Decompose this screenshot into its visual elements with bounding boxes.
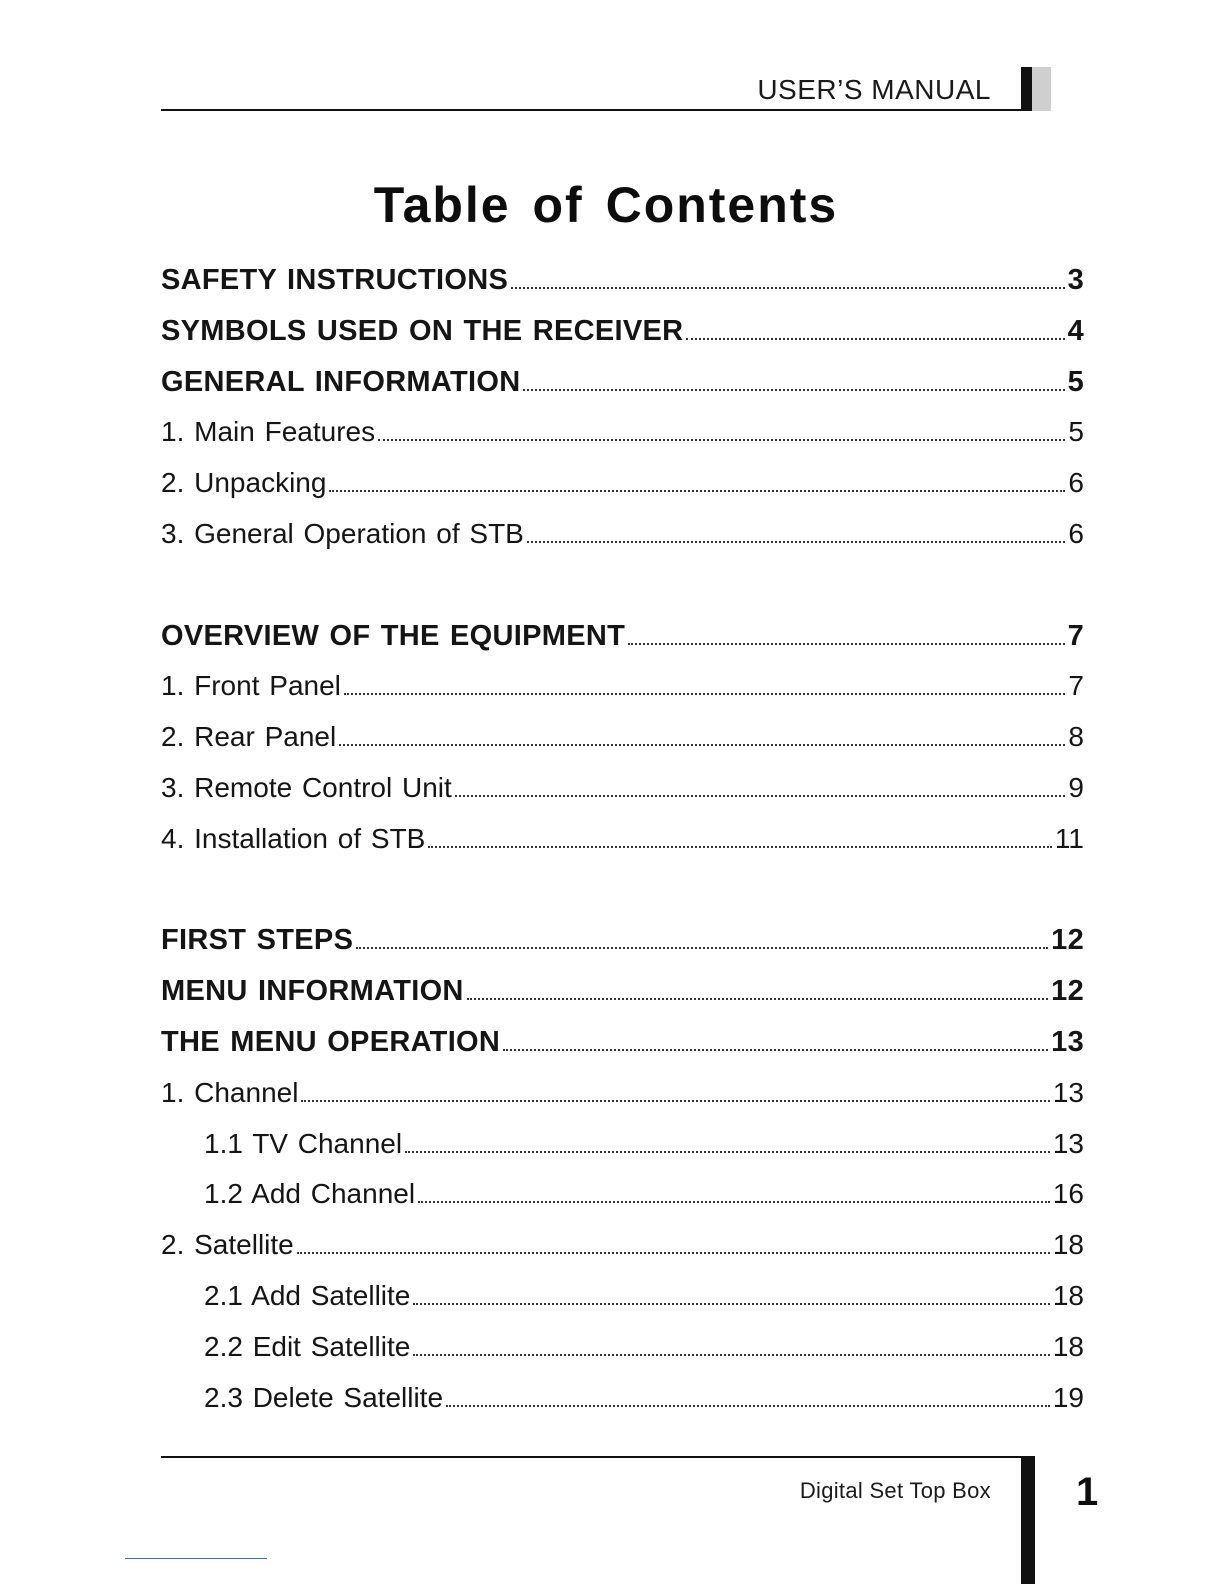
toc-entry-page: 7 [1068, 670, 1084, 702]
header-rule [161, 109, 1034, 111]
toc-entry-title: SYMBOLS USED ON THE RECEIVER [161, 314, 684, 347]
toc-entry-title: 2.1 Add Satellite [204, 1279, 411, 1311]
toc-dot-leader [503, 1049, 1048, 1051]
page-title: Table of Contents [373, 177, 839, 233]
toc-entry-title: GENERAL INFORMATION [161, 365, 521, 398]
toc-entry[interactable] [161, 823, 1084, 874]
toc-dot-leader [686, 338, 1064, 340]
toc-entry[interactable] [161, 416, 1084, 467]
toc-entry[interactable] [161, 366, 1084, 417]
toc-dot-leader [467, 998, 1048, 1000]
toc-entry-page: 5 [1067, 365, 1084, 398]
toc-entry[interactable] [161, 518, 1084, 569]
toc-dot-leader [428, 846, 1052, 848]
toc-entry-page: 6 [1068, 467, 1084, 499]
toc-entry-title: 4. Installation of STB [161, 822, 426, 854]
toc-entry-page: 11 [1054, 822, 1084, 854]
toc-entry-page: 6 [1068, 517, 1084, 549]
toc-entry-page: 18 [1052, 1229, 1084, 1261]
toc-dot-leader [446, 1405, 1050, 1407]
toc-dot-leader [339, 744, 1065, 746]
toc-entry-page: 9 [1068, 771, 1084, 803]
toc-dot-leader [297, 1252, 1050, 1254]
toc-entry-title: THE MENU OPERATION [161, 1025, 501, 1058]
toc-entry[interactable] [161, 1178, 1084, 1229]
toc-entry-title: 2.2 Edit Satellite [204, 1330, 411, 1362]
toc-entry[interactable] [161, 772, 1084, 823]
toc-entry-title: FIRST STEPS [161, 924, 354, 957]
toc-entry[interactable] [161, 975, 1084, 1026]
footer-link-underline [125, 1558, 267, 1559]
toc-entry-page: 13 [1052, 1127, 1084, 1159]
toc-entry-title: 2. Satellite [161, 1229, 294, 1261]
toc-entry[interactable] [161, 1280, 1084, 1331]
toc-dot-leader [413, 1354, 1050, 1356]
toc-entry-title: 2. Unpacking [161, 467, 327, 499]
toc-entry-page: 13 [1052, 1076, 1084, 1108]
toc-dot-leader [329, 490, 1065, 492]
toc-entry[interactable] [161, 670, 1084, 721]
toc-entry-page: 19 [1052, 1381, 1084, 1413]
toc-entry-title: 1.2 Add Channel [204, 1178, 416, 1210]
toc-entry[interactable] [161, 467, 1084, 518]
toc-entry-page: 18 [1052, 1330, 1084, 1362]
toc-entry-title: SAFETY INSTRUCTIONS [161, 264, 509, 296]
table-of-contents [161, 264, 1084, 1432]
toc-entry-title: 1. Channel [161, 1076, 299, 1108]
toc-dot-leader [356, 947, 1048, 949]
header-tab-marker [1021, 67, 1032, 111]
toc-dot-leader [455, 795, 1066, 797]
toc-dot-leader [511, 287, 1064, 289]
toc-entry[interactable] [161, 1077, 1084, 1128]
page-number: 1 [1076, 1470, 1099, 1514]
toc-entry-title: 1.1 TV Channel [204, 1127, 403, 1159]
toc-entry-title: 1. Front Panel [161, 670, 341, 702]
toc-entry-title: MENU INFORMATION [161, 975, 464, 1008]
toc-entry[interactable] [161, 620, 1084, 671]
toc-entry[interactable] [161, 1128, 1084, 1179]
toc-entry[interactable] [161, 1229, 1084, 1280]
toc-dot-leader [378, 439, 1065, 441]
toc-dot-leader [418, 1201, 1050, 1203]
toc-entry-page: 3 [1067, 264, 1084, 296]
toc-entry[interactable] [161, 1026, 1084, 1077]
toc-entry-title: 3. General Operation of STB [161, 517, 524, 549]
toc-dot-leader [301, 1100, 1049, 1102]
toc-dot-leader [344, 693, 1066, 695]
toc-dot-leader [405, 1151, 1050, 1153]
toc-entry-page: 7 [1067, 619, 1084, 652]
running-header: USER’S MANUAL [757, 74, 991, 105]
toc-entry-title: OVERVIEW OF THE EQUIPMENT [161, 619, 626, 652]
toc-entry[interactable] [161, 721, 1084, 772]
header-tab-shade [1032, 67, 1051, 111]
toc-entry[interactable] [161, 924, 1084, 975]
footer-bar [1021, 1456, 1035, 1584]
footer-rule [161, 1456, 1021, 1458]
toc-dot-leader [628, 643, 1064, 645]
toc-entry-page: 5 [1068, 416, 1084, 448]
toc-entry-page: 8 [1068, 721, 1084, 753]
footer-product-name: Digital Set Top Box [799, 1478, 991, 1503]
toc-dot-leader [527, 541, 1066, 543]
toc-entry-page: 12 [1051, 924, 1084, 957]
toc-entry-page: 16 [1052, 1178, 1084, 1210]
toc-entry[interactable] [161, 315, 1084, 366]
toc-entry-page: 4 [1067, 314, 1084, 347]
toc-entry-title: 2.3 Delete Satellite [204, 1381, 444, 1413]
toc-entry[interactable] [161, 1382, 1084, 1433]
toc-entry-page: 18 [1052, 1279, 1084, 1311]
toc-dot-leader [413, 1303, 1049, 1305]
toc-entry-title: 3. Remote Control Unit [161, 771, 452, 803]
toc-entry-page: 12 [1051, 975, 1084, 1008]
toc-dot-leader [523, 389, 1064, 391]
toc-entry[interactable] [161, 264, 1084, 315]
toc-entry-title: 2. Rear Panel [161, 721, 337, 753]
toc-entry-page: 13 [1051, 1025, 1084, 1058]
toc-entry[interactable] [161, 1331, 1084, 1382]
toc-entry-title: 1. Main Features [161, 416, 376, 448]
